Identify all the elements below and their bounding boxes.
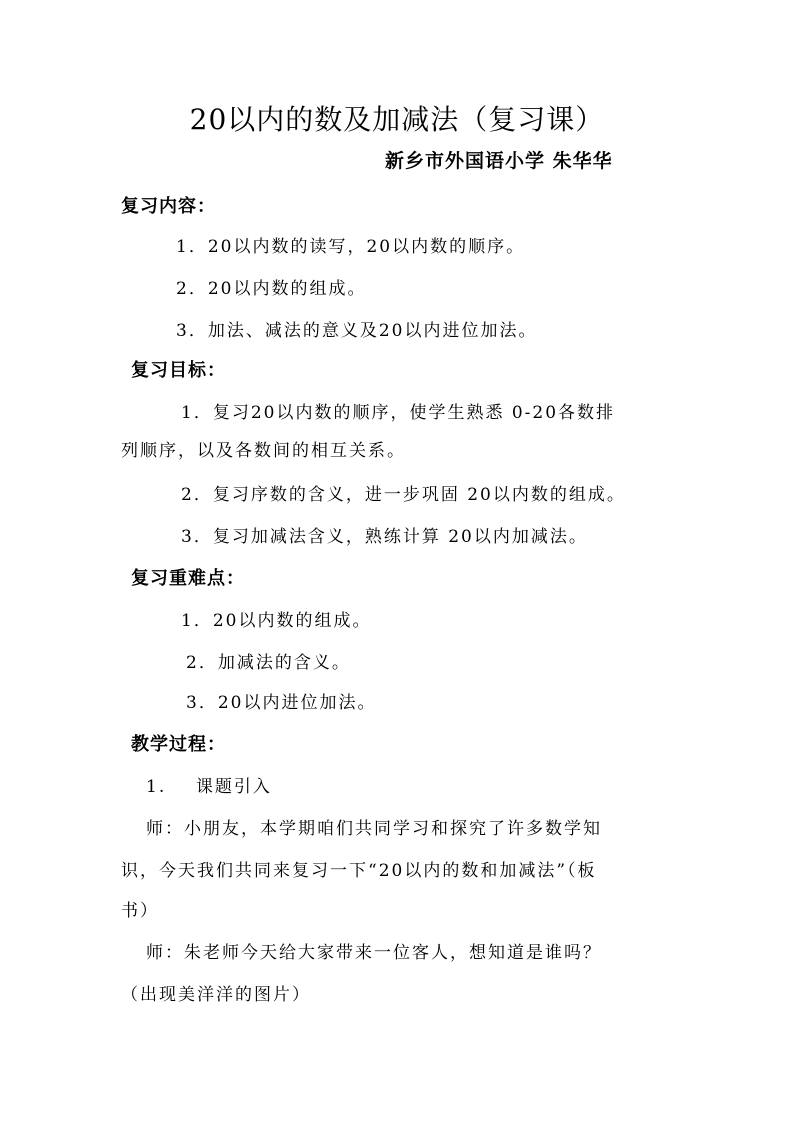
process-paragraph-2-line-1: 师：朱老师今天给大家带来一位客人，想知道是谁吗？ <box>146 943 602 963</box>
goals-item-1-line-2: 列顺序，以及各数间的相互关系。 <box>121 441 406 461</box>
process-paragraph-1-line-1: 师：小朋友，本学期咱们共同学习和探究了许多数学知 <box>146 819 602 839</box>
difficulties-item-3: 3．20以内进位加法。 <box>186 693 377 713</box>
goals-item-1-line-1: 1．复习20以内数的顺序，使学生熟悉 0-20各数排 <box>181 403 616 423</box>
content-item-1: 1．20以内数的读写，20以内数的顺序。 <box>176 237 526 257</box>
goals-item-3: 3．复习加减法含义，熟练计算 20以内加减法。 <box>181 527 588 547</box>
process-paragraph-1-line-2: 识，今天我们共同来复习一下“20以内的数和加减法”（板 <box>121 861 597 881</box>
section-heading-process: 教学过程： <box>131 734 226 755</box>
content-item-3: 3．加法、减法的意义及20以内进位加法。 <box>176 321 538 341</box>
section-heading-content: 复习内容： <box>121 196 216 217</box>
section-heading-goals: 复习目标： <box>131 360 226 381</box>
difficulties-item-2: 2．加减法的含义。 <box>186 653 351 673</box>
document-title: 20以内的数及加减法（复习课） <box>189 103 605 136</box>
goals-item-2: 2．复习序数的含义，进一步巩固 20以内数的组成。 <box>181 485 626 505</box>
content-item-2: 2．20以内数的组成。 <box>176 279 367 299</box>
difficulties-item-1: 1．20以内数的组成。 <box>181 611 372 631</box>
process-step-1: 1. 课题引入 <box>146 777 272 797</box>
process-paragraph-2-line-2: （出现美洋洋的图片） <box>121 985 311 1005</box>
section-heading-difficulties: 复习重难点： <box>131 568 245 589</box>
process-paragraph-1-line-3: 书） <box>121 901 159 921</box>
author-line: 新乡市外国语小学 朱华华 <box>385 150 613 172</box>
